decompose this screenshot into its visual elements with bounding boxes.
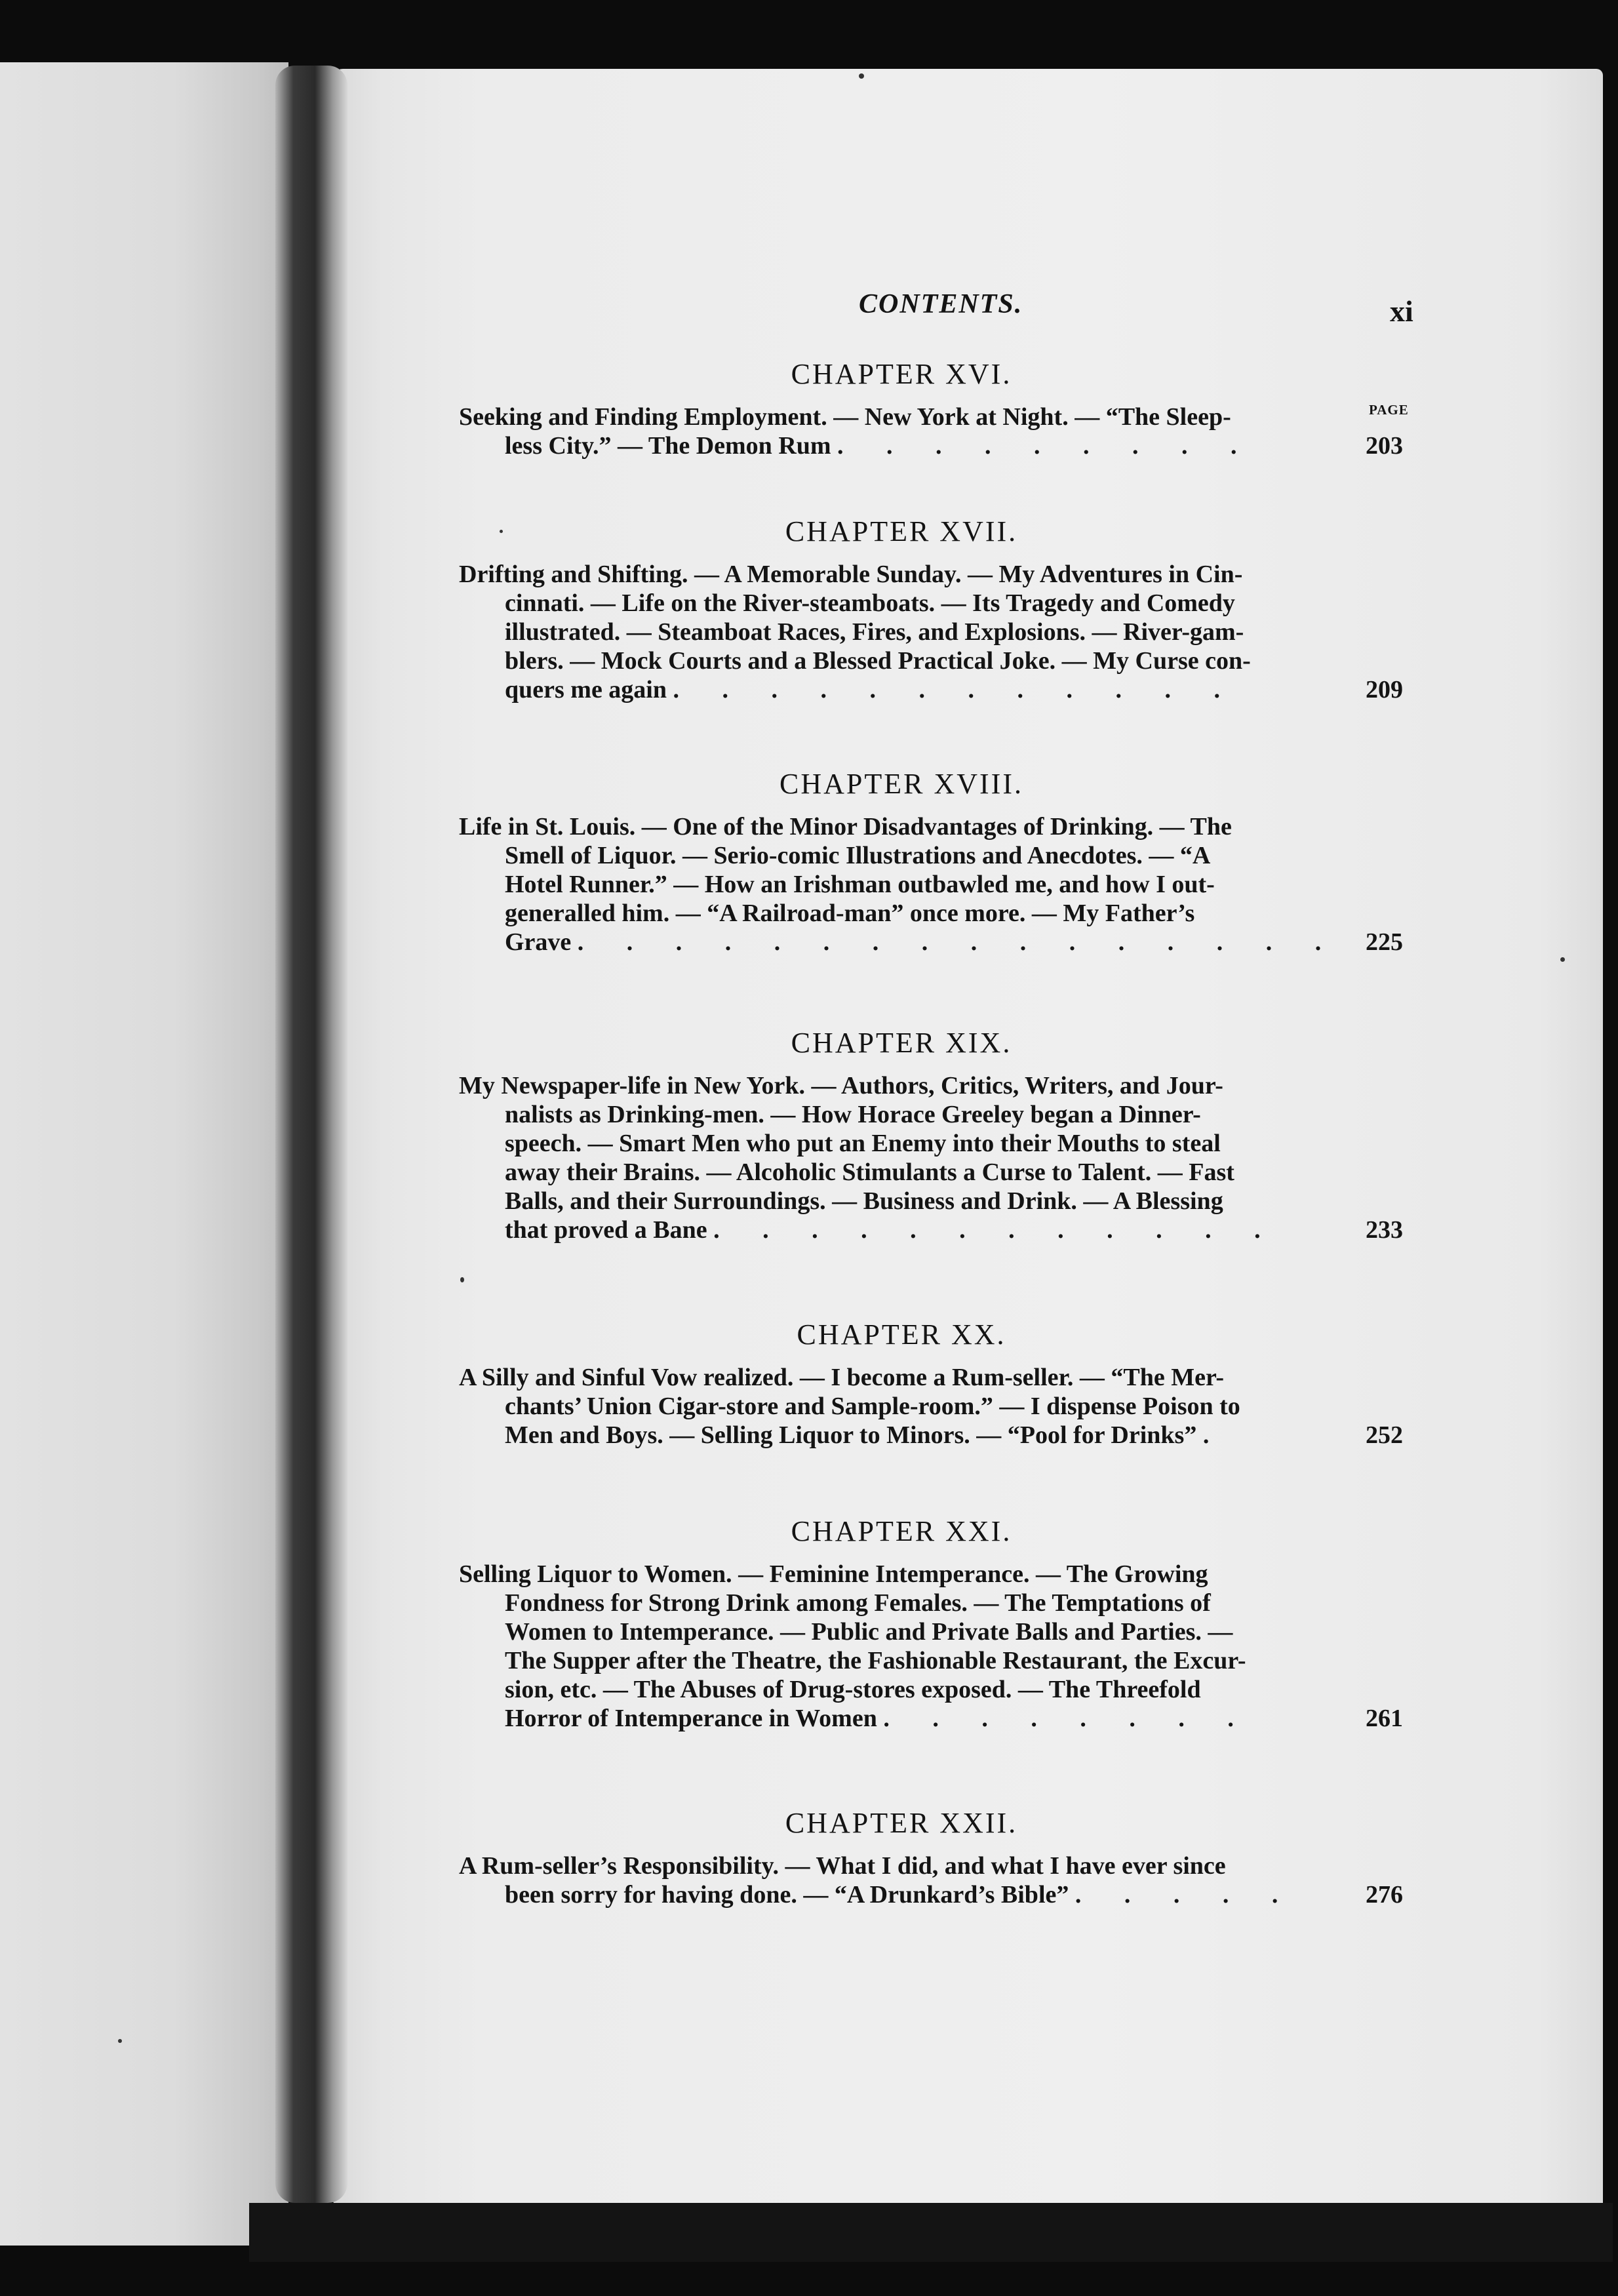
chapter-block: [459, 1514, 1403, 1733]
chapter-entry: [459, 812, 1403, 957]
dot-leader: . . . . . . . . . . . .: [713, 1216, 1279, 1244]
chapter-block: [459, 1318, 1403, 1450]
chapter-page-number: 276: [1366, 1881, 1403, 1909]
chapter-block: [459, 1806, 1403, 1909]
running-head: CONTENTS.: [859, 289, 1023, 319]
chapter-block: [459, 357, 1403, 460]
chapter-title: CHAPTER XXI.: [791, 1515, 1012, 1547]
chapter-summary-text: Life in St. Louis. — One of the Minor Disadvantages of Drinking. — The Smell of Liquor. — Serio-comic Illustrations and Anecdotes. — “A Hotel Runner.” — How an Irishman outbawled me, and how I out- generalled him. — “A Railroad-man” once more. — My Father’s Grave: [459, 813, 1232, 956]
chapter-summary-text: A Rum-seller’s Responsibility. — What I did, and what I have ever since been sorry for having done. — “A Drunkard’s Bible”: [459, 1852, 1226, 1909]
chapter-summary-text: Seeking and Finding Employment. — New York at Night. — “The Sleep- less City.” — The Demon Rum: [459, 403, 1231, 460]
dot-leader: . . . . . . . .: [883, 1705, 1252, 1732]
chapter-summary-text: Drifting and Shifting. — A Memorable Sunday. — My Adventures in Cin- cinnati. — Life on the River-steamboats. — Its Tragedy and Comedy illustrated. — Steamboat Races, Fires, and Explosions. — River-gam- blers. — Mock Courts and a Blessed Practical Joke. — My Curse con- quers me again: [459, 561, 1251, 703]
chapter-entry: [459, 1560, 1403, 1733]
chapter-page-number: 203: [1366, 432, 1403, 460]
chapter-entry: [459, 403, 1403, 460]
chapter-page-number: 225: [1366, 928, 1403, 956]
chapter-summary-text: A Silly and Sinful Vow realized. — I become a Rum-seller. — “The Mer- chants’ Union Cigar-store and Sample-room.” — I dispense Poison to Men and Boys. — Selling Liquor to Minors. — “Pool for Drinks”: [459, 1364, 1240, 1449]
chapter-block: [459, 1026, 1403, 1244]
chapter-title: CHAPTER XXII.: [785, 1807, 1018, 1839]
chapter-summary: [459, 560, 1344, 704]
chapter-entry: [459, 1363, 1403, 1450]
dot-leader: . . . . . . . . . . . .: [673, 676, 1238, 703]
dot-leader: . . . . .: [1075, 1881, 1297, 1909]
chapter-summary: [459, 1363, 1344, 1450]
chapter-title: CHAPTER XVII.: [785, 515, 1018, 547]
chapter-page-number: 209: [1366, 676, 1403, 703]
chapter-title: CHAPTER XVI.: [791, 358, 1012, 390]
chapter-block: [459, 515, 1403, 704]
chapter-entry: [459, 1071, 1403, 1244]
chapter-page-number: 233: [1366, 1216, 1403, 1244]
chapter-summary: [459, 1071, 1344, 1244]
chapter-summary: [459, 1560, 1344, 1733]
chapter-title: CHAPTER XIX.: [791, 1027, 1012, 1059]
chapter-block: [459, 767, 1403, 957]
dot-leader: . . . . . . . . .: [837, 432, 1255, 460]
dot-leader: .: [1202, 1421, 1228, 1449]
chapter-summary: [459, 1851, 1344, 1909]
page-number: xi: [1390, 294, 1413, 328]
chapter-summary: [459, 403, 1344, 460]
chapter-entry: [459, 560, 1403, 704]
page-column-label: PAGE: [1369, 402, 1409, 418]
chapter-summary-text: My Newspaper-life in New York. — Authors, Critics, Writers, and Jour- nalists as Drinking-men. — How Horace Greeley began a Dinner- speech. — Smart Men who put an Enemy into their Mouths to steal away their Brains. — Alcoholic Stimulants a Curse to Talent. — Fast Balls, and their Surroundings. — Business and Drink. — A Blessing that proved a Bane: [459, 1072, 1234, 1244]
chapter-page-number: 261: [1366, 1705, 1403, 1732]
chapter-summary: [459, 812, 1344, 957]
chapter-title: CHAPTER XX.: [797, 1318, 1006, 1351]
dot-leader: . . . . . . . . . . . . . . . .: [577, 928, 1340, 956]
chapter-page-number: 252: [1366, 1421, 1403, 1449]
chapter-title: CHAPTER XVIII.: [779, 768, 1023, 800]
chapter-entry: [459, 1851, 1403, 1909]
chapter-summary-text: Selling Liquor to Women. — Feminine Intemperance. — The Growing Fondness for Strong Drink among Females. — The Temptations of Women to Intemperance. — Public and Private Balls and Parties. — The Supper after the Theatre, the Fashionable Restaurant, the Excur- sion, etc. — The Abuses of Drug-stores exposed. — The Threefold Horror of Intemperance in Women: [459, 1560, 1246, 1732]
